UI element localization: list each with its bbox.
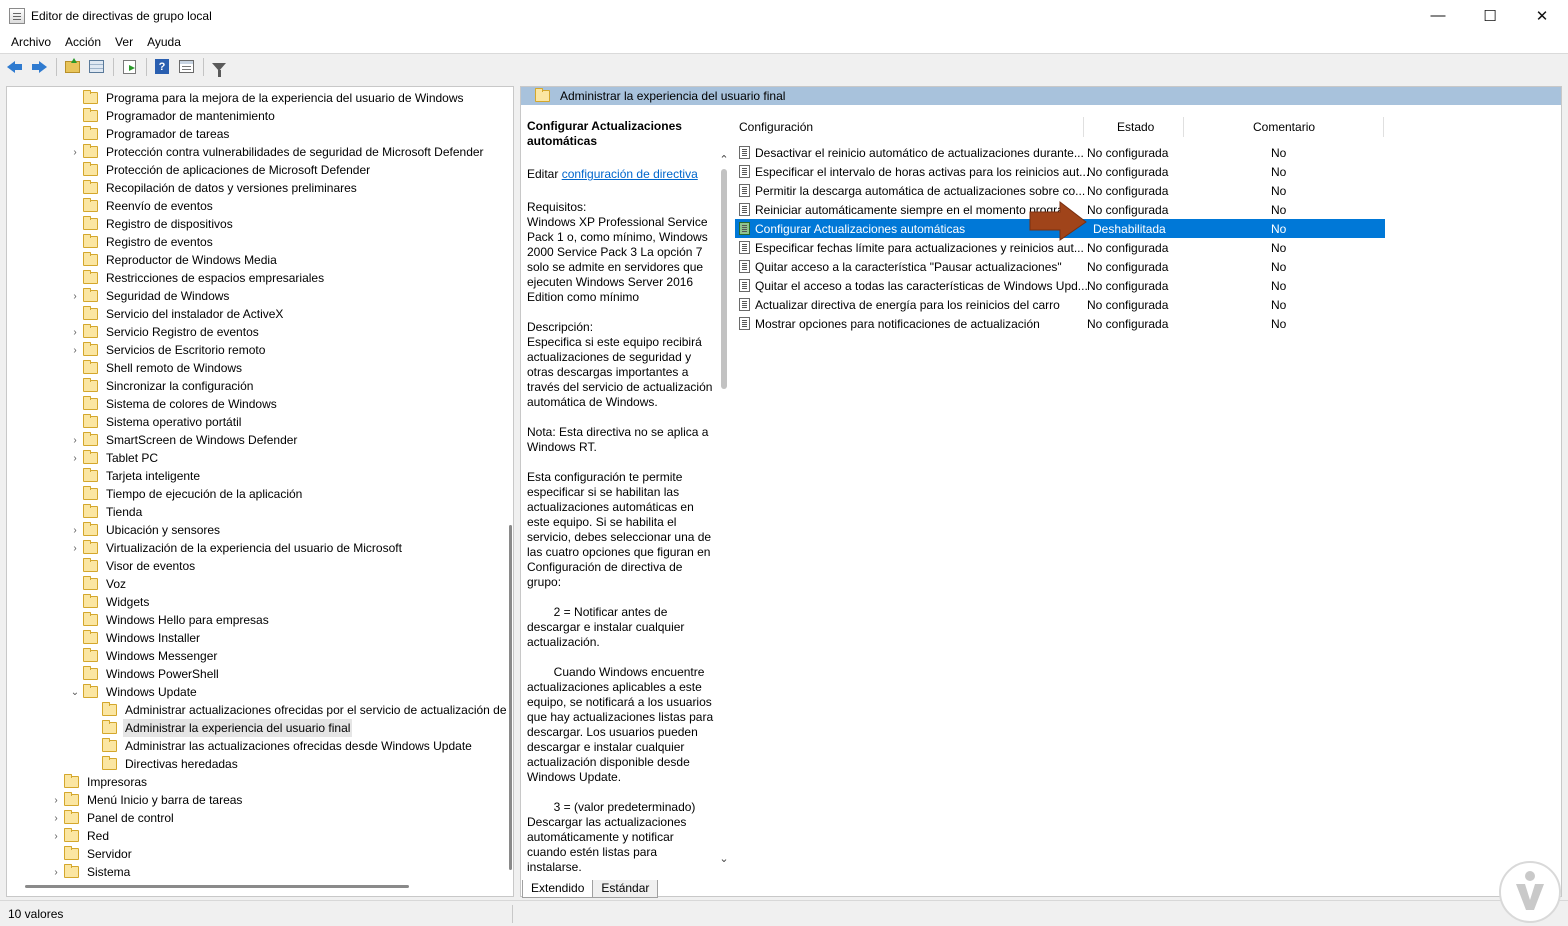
edit-line — [527, 167, 715, 182]
policy-name: Quitar acceso a la característica "Pausar actualizaciones" — [755, 259, 1062, 274]
description-scrollbar[interactable] — [717, 153, 731, 865]
folder-icon — [83, 218, 98, 230]
forward-arrow-icon — [31, 61, 47, 73]
column-header-configuracion[interactable]: Configuración — [739, 120, 814, 134]
folder-icon — [83, 614, 98, 626]
policy-state: No configurada — [1087, 278, 1169, 293]
policy-name: Mostrar opciones para notificaciones de actualización — [755, 316, 1040, 331]
expand-chevron-icon[interactable]: › — [73, 146, 77, 158]
tree-spacer — [69, 305, 81, 323]
option-3-text: 3 = (valor predeterminado) Descargar las actualizaciones automáticamente y notificar cuando estén listas para instalarse. — [527, 800, 699, 874]
tree-item[interactable] — [69, 557, 197, 575]
menu-ayuda[interactable]: Ayuda — [147, 35, 181, 49]
tree-item-label: Servidor — [87, 847, 132, 861]
tree-item[interactable] — [50, 791, 244, 809]
policy-row[interactable] — [735, 162, 1385, 181]
tree-spacer — [88, 737, 100, 755]
folder-icon — [83, 380, 98, 392]
window-controls — [1412, 0, 1568, 31]
tree-item[interactable] — [69, 539, 404, 557]
tree-item-label: Visor de eventos — [106, 559, 196, 573]
policy-setting-icon — [739, 241, 750, 254]
tree-spacer — [50, 845, 62, 863]
tree-item-label: Windows Messenger — [106, 649, 218, 663]
policy-comment: No — [1271, 221, 1287, 236]
folder-icon — [64, 776, 79, 788]
tree-spacer — [69, 557, 81, 575]
folder-icon — [83, 542, 98, 554]
folder-icon — [83, 164, 98, 176]
column-separator[interactable] — [1183, 117, 1184, 137]
policy-comment: No — [1271, 183, 1287, 198]
folder-icon — [83, 308, 98, 320]
tree-item[interactable] — [69, 107, 277, 125]
export-icon — [123, 60, 136, 74]
policy-comment: No — [1271, 240, 1287, 255]
title-bar — [0, 0, 1568, 31]
watermark-logo-icon — [1498, 860, 1562, 924]
expand-chevron-icon[interactable]: › — [54, 866, 58, 878]
toolbar — [0, 53, 1568, 79]
tree-item-label: Voz — [106, 577, 127, 591]
tree-item[interactable] — [69, 665, 221, 683]
tree-item-label: Ubicación y sensores — [106, 523, 221, 537]
policy-name: Quitar el acceso a todas las características de Windows Upd... — [755, 278, 1088, 293]
folder-icon — [83, 506, 98, 518]
policy-row[interactable] — [735, 276, 1385, 295]
policy-row[interactable] — [735, 143, 1385, 162]
scroll-up-icon[interactable]: ⌃ — [719, 154, 729, 166]
expand-chevron-icon[interactable]: ⌄ — [70, 686, 80, 698]
tree-item-label: Protección de aplicaciones de Microsoft Defender — [106, 163, 371, 177]
folder-icon — [83, 470, 98, 482]
folder-icon — [83, 398, 98, 410]
scroll-down-icon[interactable]: ⌄ — [719, 853, 729, 865]
folder-icon — [83, 596, 98, 608]
view-tabs — [522, 880, 657, 898]
policy-setting-icon — [739, 222, 750, 235]
tree-spacer — [50, 773, 62, 791]
policy-name: Configurar Actualizaciones automáticas — [755, 221, 966, 236]
folder-icon — [64, 848, 79, 860]
tree-spacer — [69, 629, 81, 647]
up-level-button[interactable] — [61, 56, 83, 78]
tree-item-label: Sistema de colores de Windows — [106, 397, 277, 411]
policy-name: Permitir la descarga automática de actualizaciones sobre co... — [755, 183, 1086, 198]
tree-item[interactable] — [69, 233, 215, 251]
back-arrow-icon — [7, 61, 23, 73]
config-text: Esta configuración te permite especificar si se habilitan las actualizaciones automáticas en este equipo. Si se habilita el servicio, debes seleccionar una de las cuatro opciones que figuran en Configuración de directiva de grupo: — [527, 470, 715, 589]
tree-spacer — [69, 161, 81, 179]
folder-icon — [102, 722, 117, 734]
menu-accion[interactable]: Acción — [65, 35, 102, 49]
tree-spacer — [69, 575, 81, 593]
policy-setting-icon — [739, 146, 750, 159]
tab-extendido[interactable]: Extendido — [522, 880, 593, 898]
extended-description — [527, 119, 715, 874]
tree-item[interactable] — [69, 341, 267, 359]
tree-item-label: Widgets — [106, 595, 150, 609]
tab-estandar[interactable]: Estándar — [592, 880, 658, 898]
status-text: 10 valores — [8, 906, 64, 921]
properties-icon — [179, 60, 194, 73]
tree-item-label: Sistema — [87, 865, 131, 879]
folder-icon — [64, 812, 79, 824]
folder-icon — [64, 866, 79, 878]
folder-icon — [83, 668, 98, 680]
tree-item-label: Reenvío de eventos — [106, 199, 213, 213]
tree-item[interactable] — [69, 413, 243, 431]
policy-state: Deshabilitada — [1093, 221, 1166, 236]
back-button[interactable] — [4, 56, 26, 78]
expand-chevron-icon[interactable]: › — [73, 434, 77, 446]
tree-item-label: Recopilación de datos y versiones preliminares — [106, 181, 357, 195]
tree-spacer — [88, 701, 100, 719]
toolbar-separator — [203, 58, 204, 76]
folder-icon — [102, 758, 117, 770]
tree-item[interactable] — [69, 611, 271, 629]
tree-item[interactable] — [69, 683, 199, 701]
tree-item-label: Tiempo de ejecución de la aplicación — [106, 487, 303, 501]
policy-state: No configurada — [1087, 183, 1169, 198]
tree-item[interactable] — [69, 521, 222, 539]
tree-item-label: Servicio del instalador de ActiveX — [106, 307, 284, 321]
policy-setting-icon — [739, 203, 750, 216]
annotation-arrow-icon — [1028, 200, 1088, 242]
tree-item[interactable] — [88, 701, 509, 719]
folder-icon — [83, 236, 98, 248]
policy-state: No configurada — [1087, 145, 1169, 160]
policy-comment: No — [1271, 316, 1287, 331]
policy-state: No configurada — [1087, 164, 1169, 179]
tree-item[interactable] — [69, 269, 326, 287]
tree-item[interactable] — [69, 395, 279, 413]
folder-icon — [64, 830, 79, 842]
close-button[interactable]: ✕ — [1535, 7, 1549, 25]
policy-name: Especificar fechas límite para actualizaciones y reinicios aut... — [755, 240, 1084, 255]
tree-item-label: Shell remoto de Windows — [106, 361, 243, 375]
folder-icon — [83, 344, 98, 356]
tree-spacer — [69, 485, 81, 503]
status-bar — [0, 900, 1568, 926]
folder-icon — [83, 434, 98, 446]
policy-state: No configurada — [1087, 259, 1169, 274]
expand-chevron-icon[interactable]: › — [73, 524, 77, 536]
tree-spacer — [69, 179, 81, 197]
tree-item-label: Programa para la mejora de la experiencia del usuario de Windows — [106, 91, 464, 105]
scroll-thumb[interactable] — [721, 169, 727, 389]
tree-spacer — [88, 719, 100, 737]
tree-item-label: Tarjeta inteligente — [106, 469, 201, 483]
properties-button[interactable] — [175, 56, 197, 78]
policy-setting-icon — [739, 317, 750, 330]
tree-item-label: Administrar actualizaciones ofrecidas por el servicio de actualización de — [125, 703, 507, 717]
tree-spacer — [69, 197, 81, 215]
expand-chevron-icon[interactable]: › — [73, 344, 77, 356]
policy-name: Desactivar el reinicio automático de actualizaciones durante... — [755, 145, 1084, 160]
policy-setting-icon — [739, 279, 750, 292]
expand-chevron-icon[interactable]: › — [73, 452, 77, 464]
console-tree-icon — [89, 60, 104, 73]
folder-icon — [83, 146, 98, 158]
tree-item[interactable] — [69, 629, 202, 647]
filter-button[interactable] — [208, 56, 230, 78]
policy-setting-icon — [739, 298, 750, 311]
tree-vertical-scrollbar[interactable] — [509, 525, 512, 870]
folder-icon — [83, 92, 98, 104]
tree-spacer — [69, 665, 81, 683]
option-2-detail-text: Cuando Windows encuentre actualizaciones aplicables a este equipo, se notificará a los usuarios que hay actualizaciones listas para descargar. Los usuarios pueden descargar e instalar cualquier actualización disponible desde Windows Update. — [527, 665, 717, 784]
expand-chevron-icon[interactable]: › — [73, 326, 77, 338]
tree-item[interactable] — [50, 845, 134, 863]
policy-row[interactable] — [735, 181, 1385, 200]
policy-row[interactable] — [735, 314, 1385, 333]
tree-horizontal-scrollbar[interactable] — [25, 885, 409, 888]
tree-spacer — [88, 755, 100, 773]
folder-icon — [83, 650, 98, 662]
help-button[interactable] — [151, 56, 173, 78]
tree-item[interactable] — [69, 251, 279, 269]
folder-icon — [83, 110, 98, 122]
tree-item-label: Administrar la experiencia del usuario final — [125, 721, 351, 735]
tree-item-label: Administrar las actualizaciones ofrecidas desde Windows Update — [125, 739, 472, 753]
edit-policy-link[interactable]: configuración de directiva — [561, 167, 698, 181]
tree-item[interactable] — [50, 863, 132, 881]
minimize-button[interactable]: — — [1430, 7, 1446, 24]
forward-button[interactable] — [28, 56, 50, 78]
option-2-text: 2 = Notificar antes de descargar e instalar cualquier actualización. — [527, 605, 688, 649]
folder-icon — [83, 182, 98, 194]
tree-spacer — [69, 593, 81, 611]
tree-item[interactable] — [69, 125, 231, 143]
menu-ver[interactable]: Ver — [115, 35, 134, 49]
policy-title: Configurar Actualizaciones automáticas — [527, 119, 682, 148]
tree-spacer — [69, 503, 81, 521]
filter-icon — [212, 63, 226, 71]
tree-spacer — [69, 251, 81, 269]
tree-item[interactable] — [69, 215, 235, 233]
tree-item[interactable] — [69, 467, 202, 485]
folder-up-icon — [65, 61, 80, 73]
tree-spacer — [69, 467, 81, 485]
tree-item[interactable] — [69, 575, 128, 593]
folder-icon — [83, 362, 98, 374]
expand-chevron-icon[interactable]: › — [54, 830, 58, 842]
tree-item[interactable] — [69, 449, 160, 467]
tree-item-label: Impresoras — [87, 775, 148, 789]
tree-item[interactable] — [69, 305, 285, 323]
tree-item-label: SmartScreen de Windows Defender — [106, 433, 298, 447]
expand-chevron-icon[interactable]: › — [73, 290, 77, 302]
tree-item[interactable] — [88, 755, 240, 773]
tree-item[interactable] — [69, 161, 372, 179]
expand-chevron-icon[interactable]: › — [54, 794, 58, 806]
tree-item[interactable] — [50, 809, 176, 827]
tree-item[interactable] — [69, 179, 359, 197]
folder-icon — [83, 326, 98, 338]
folder-icon — [83, 452, 98, 464]
requirements-text: Requisitos: Windows XP Professional Service Pack 1 o, como mínimo, Windows 2000 Service Pack 3 La opción 7 solo se admite en servidores que ejecuten Windows Server 2016 Edition como mínimo — [527, 200, 708, 304]
folder-icon — [64, 794, 79, 806]
tree-item-label: Directivas heredadas — [125, 757, 238, 771]
policy-state: No configurada — [1087, 202, 1169, 217]
tree-spacer — [69, 611, 81, 629]
folder-icon — [83, 686, 98, 698]
policy-setting-icon — [739, 184, 750, 197]
column-separator[interactable] — [1383, 117, 1384, 137]
tree-item[interactable] — [69, 89, 466, 107]
tree-item-label: Servicio Registro de eventos — [106, 325, 259, 339]
tree-item-label: Seguridad de Windows — [106, 289, 230, 303]
tree-item[interactable] — [69, 593, 151, 611]
tree-item-label: Servicios de Escritorio remoto — [106, 343, 266, 357]
column-header-comentario[interactable]: Comentario — [1253, 120, 1316, 134]
tree-item-label: Restricciones de espacios empresariales — [106, 271, 325, 285]
description-text: Descripción: Especifica si este equipo recibirá actualizaciones de seguridad y otras descargas importantes a través del servicio de actualización automática de Windows. — [527, 320, 713, 409]
tree-item-label: Panel de control — [87, 811, 174, 825]
tree-item[interactable] — [69, 647, 219, 665]
tree-item[interactable] — [50, 773, 149, 791]
tree-item-label: Reproductor de Windows Media — [106, 253, 277, 267]
tree-item[interactable] — [88, 737, 474, 755]
app-icon — [9, 8, 25, 24]
tree-item-label: Menú Inicio y barra de tareas — [87, 793, 243, 807]
details-header-title: Administrar la experiencia del usuario final — [560, 89, 786, 103]
policy-comment: No — [1271, 297, 1287, 312]
tree-spacer — [69, 269, 81, 287]
tree-item[interactable] — [50, 827, 111, 845]
tree-item[interactable] — [69, 287, 231, 305]
policy-list — [735, 115, 1561, 875]
folder-icon — [83, 632, 98, 644]
folder-icon — [102, 704, 117, 716]
help-icon: ? — [155, 59, 169, 74]
policy-setting-icon — [739, 260, 750, 273]
tree-spacer — [69, 125, 81, 143]
tree-spacer — [69, 233, 81, 251]
details-header — [521, 87, 1561, 105]
tree-item[interactable] — [88, 719, 352, 737]
policy-comment: No — [1271, 202, 1287, 217]
tree-spacer — [69, 89, 81, 107]
tree-spacer — [69, 107, 81, 125]
folder-icon — [83, 488, 98, 500]
toolbar-separator — [113, 58, 114, 76]
tree-item[interactable] — [69, 197, 215, 215]
folder-icon — [83, 290, 98, 302]
policy-state: No configurada — [1087, 316, 1169, 331]
policy-state: No configurada — [1087, 240, 1169, 255]
tree-spacer — [69, 395, 81, 413]
status-separator — [512, 905, 513, 923]
tree-item-label: Tablet PC — [106, 451, 159, 465]
folder-icon — [83, 578, 98, 590]
policy-comment: No — [1271, 259, 1287, 274]
tree-item-label: Windows Hello para empresas — [106, 613, 269, 627]
folder-icon — [83, 416, 98, 428]
tree-spacer — [69, 647, 81, 665]
folder-icon — [83, 254, 98, 266]
folder-icon — [83, 128, 98, 140]
tree-spacer — [69, 359, 81, 377]
folder-icon — [102, 740, 117, 752]
maximize-button[interactable]: ☐ — [1483, 7, 1497, 25]
policy-comment: No — [1271, 164, 1287, 179]
tree-item-label: Programador de tareas — [106, 127, 230, 141]
tree-item-label: Windows Update — [106, 685, 197, 699]
note-text: Nota: Esta directiva no se aplica a Windows RT. — [527, 425, 712, 454]
console-tree — [6, 86, 514, 897]
tree-item[interactable] — [69, 323, 261, 341]
policy-name: Especificar el intervalo de horas activas para los reinicios aut... — [755, 164, 1090, 179]
edit-prefix: Editar — [527, 167, 562, 181]
folder-icon — [83, 200, 98, 212]
tree-item-label: Red — [87, 829, 110, 843]
policy-state: No configurada — [1087, 297, 1169, 312]
folder-icon — [83, 560, 98, 572]
tree-item-label: Sincronizar la configuración — [106, 379, 254, 393]
policy-row[interactable] — [735, 295, 1385, 314]
expand-chevron-icon[interactable]: › — [73, 542, 77, 554]
policy-row[interactable] — [735, 257, 1385, 276]
column-separator[interactable] — [1083, 117, 1084, 137]
window-title: Editor de directivas de grupo local — [31, 8, 212, 23]
toolbar-separator — [146, 58, 147, 76]
folder-icon — [83, 272, 98, 284]
tree-item[interactable] — [69, 485, 304, 503]
menu-bar — [0, 31, 1568, 53]
show-hide-tree-button[interactable] — [85, 56, 107, 78]
tree-item[interactable] — [69, 431, 299, 449]
folder-icon — [83, 524, 98, 536]
export-list-button[interactable] — [118, 56, 140, 78]
tree-spacer — [69, 215, 81, 233]
folder-icon — [535, 90, 550, 102]
expand-chevron-icon[interactable]: › — [54, 812, 58, 824]
menu-archivo[interactable]: Archivo — [11, 35, 52, 49]
toolbar-separator — [56, 58, 57, 76]
policy-name: Actualizar directiva de energía para los reinicios del carro — [755, 297, 1060, 312]
policy-comment: No — [1271, 278, 1287, 293]
tree-item-label: Protección contra vulnerabilidades de seguridad de Microsoft Defender — [106, 145, 484, 159]
tree-item-label: Windows Installer — [106, 631, 201, 645]
policy-name: Reiniciar automáticamente siempre en el momento progra... — [755, 202, 1074, 217]
tree-item-label: Virtualización de la experiencia del usuario de Microsoft — [106, 541, 402, 555]
tree-item-label: Sistema operativo portátil — [106, 415, 242, 429]
tree-item-label: Programador de mantenimiento — [106, 109, 275, 123]
tree-item-label: Tienda — [106, 505, 143, 519]
tree-item[interactable] — [69, 359, 244, 377]
tree-spacer — [69, 413, 81, 431]
tree-item[interactable] — [69, 143, 486, 161]
tree-item[interactable] — [69, 377, 255, 395]
policy-setting-icon — [739, 165, 750, 178]
tree-item-label: Windows PowerShell — [106, 667, 219, 681]
tree-spacer — [69, 377, 81, 395]
tree-item-label: Registro de dispositivos — [106, 217, 233, 231]
tree-item[interactable] — [69, 503, 144, 521]
policy-comment: No — [1271, 145, 1287, 160]
tree-item-label: Registro de eventos — [106, 235, 213, 249]
column-header-estado[interactable]: Estado — [1117, 120, 1155, 134]
